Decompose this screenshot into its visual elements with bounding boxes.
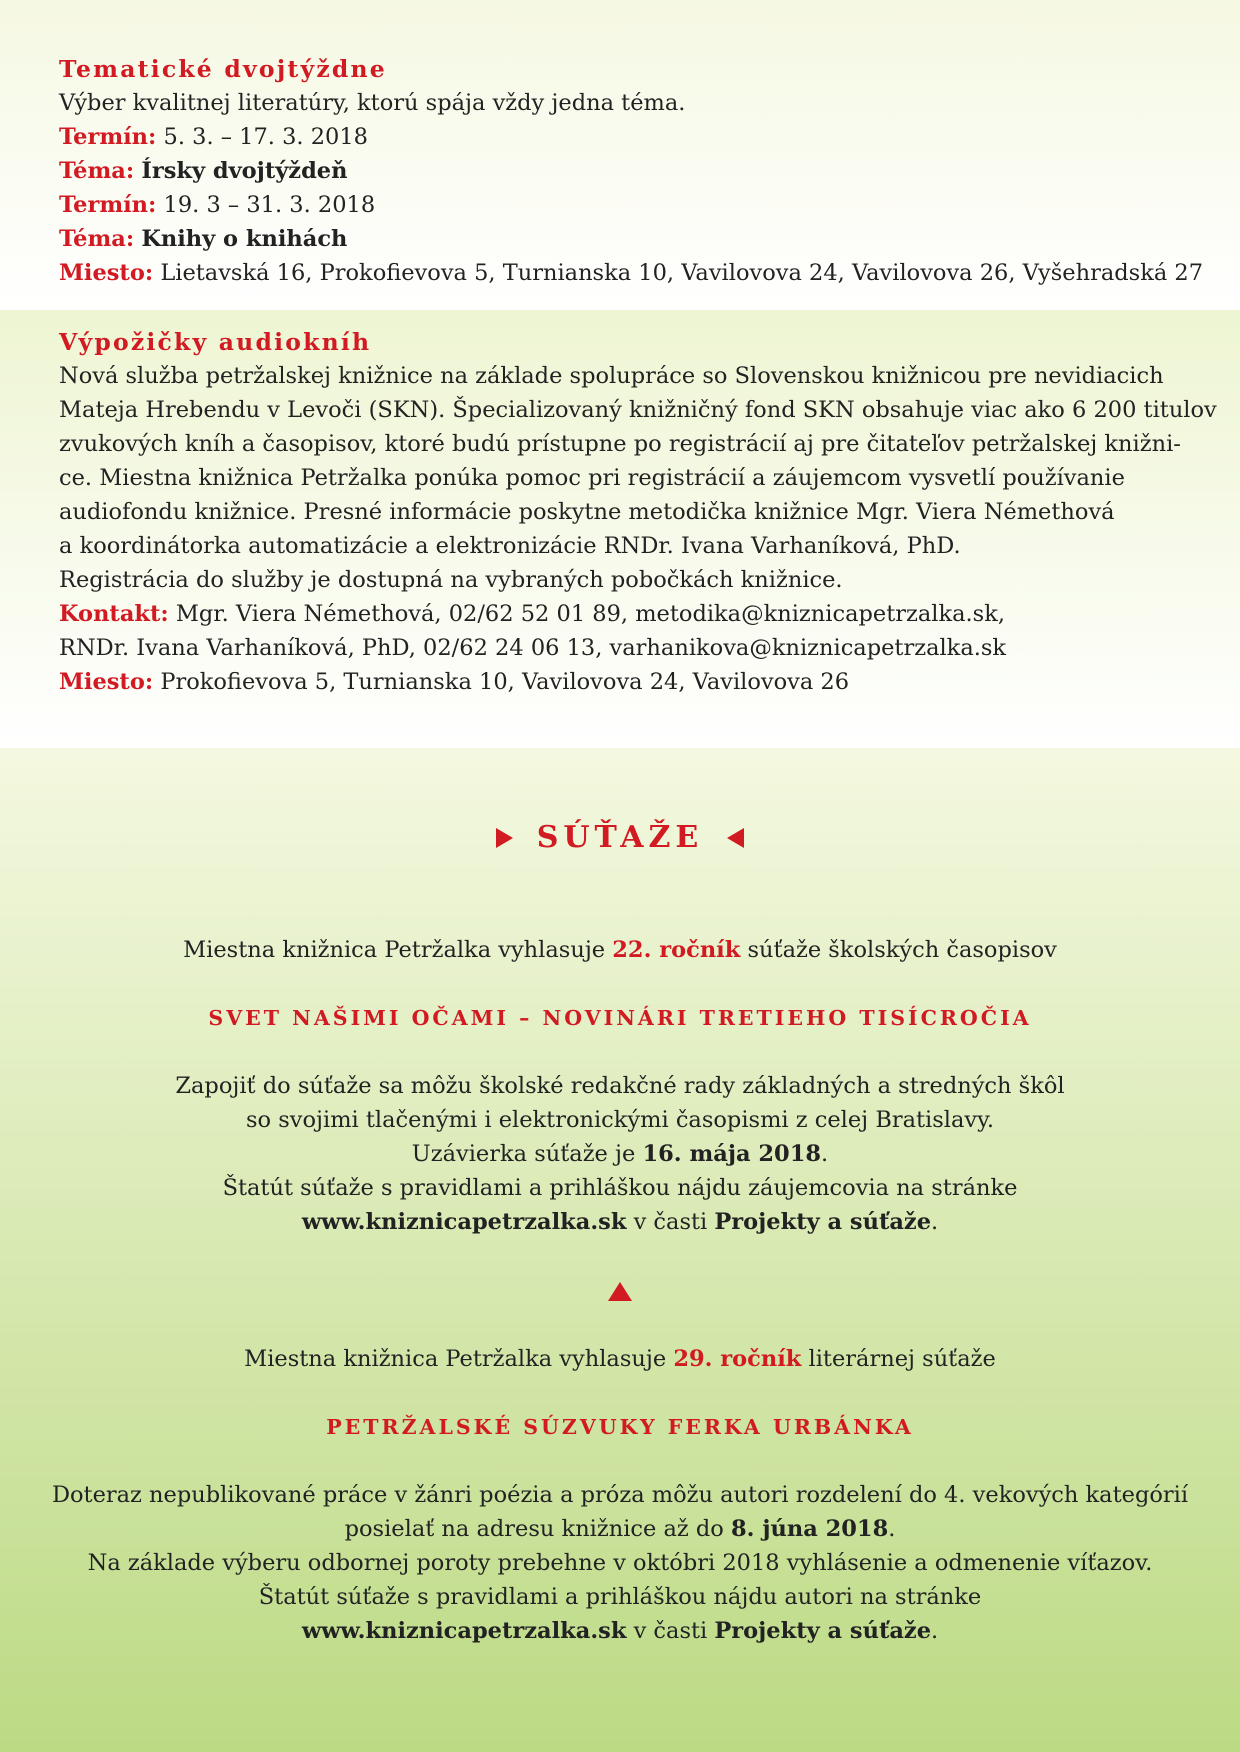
contest-1-body [0,1069,1240,1239]
intro-text: súťaže školských časopisov [747,937,1057,963]
body-line: Registrácia do služby je dostupná na vybraných pobočkách knižnice. [59,567,843,593]
term-row-1 [59,120,1189,154]
triangle-right-icon [496,828,513,848]
body-line: Na základe výberu odbornej poroty prebehne v októbri 2018 vyhlásenie a odmenenie víťazov. [87,1550,1153,1576]
deadline-text: Uzávierka súťaže je [411,1141,636,1167]
section-heading: Tematické dvojtýždne [59,55,387,83]
place-label: Miesto: [59,260,154,286]
term-label: Termín: [59,124,157,150]
theme-label: Téma: [59,226,135,252]
contact-label: Kontakt: [59,601,169,627]
body-line: Štatút súťaže s pravidlami a prihláškou nájdu autori na stránke [258,1584,982,1610]
triangle-left-icon [727,828,744,848]
place-value: Prokofievova 5, Turnianska 10, Vavilovova 24, Vavilovova 26 [160,669,850,695]
body-line: Mateja Hrebendu v Levoči (SKN). Špecializovaný knižničný fond SKN obsahuje viac ako 6 200 titulov [59,397,1217,423]
deadline-line: posielať na adresu knižnice až do 8. júna 2018. [344,1516,896,1542]
term-value: 5. 3. – 17. 3. 2018 [163,124,368,150]
contests-title [0,820,1240,855]
body-line: ce. Miestna knižnica Petržalka ponúka pomoc pri registrácií a záujemcom vysvetlí používanie [59,465,1125,491]
contests-title-text: SÚŤAŽE [536,820,704,855]
deadline-date: 8. júna 2018 [731,1516,889,1542]
triangle-up-icon [608,1282,632,1301]
intro-text: Miestna knižnica Petržalka vyhlasuje [183,937,606,963]
contact-row [59,597,1189,631]
body-line: Nová služba petržalskej knižnice na základe spolupráce so Slovenskou knižnicou pre nevidiacich [59,363,1164,389]
contest-1-name [0,1001,1240,1035]
intro-text: literárnej súťaže [808,1346,996,1372]
contest-2-intro [0,1342,1240,1376]
website-link[interactable]: www.kniznicapetrzalka.sk [301,1618,627,1644]
contest-name: SVET NAŠIMI OČAMI – NOVINÁRI TRETIEHO TISÍCROČIA [208,1006,1032,1030]
term-label: Termín: [59,192,157,218]
body-line: Štatút súťaže s pravidlami a prihláškou nájdu záujemcovia na stránke [222,1175,1018,1201]
section-tematicke-dvojtyzdne [59,52,1204,290]
contact-value: Mgr. Viera Némethová, 02/62 52 01 89, metodika@kniznicapetrzalka.sk, [175,601,1005,627]
term-value: 19. 3 – 31. 3. 2018 [163,192,376,218]
divider [0,1280,1240,1301]
body-line: zvukových kníh a časopisov, ktoré budú prístupne po registrácií aj pre čitateľov petržalskej knižni- [59,431,1181,457]
intro-text: Miestna knižnica Petržalka vyhlasuje [244,1346,667,1372]
place-row [59,665,1189,699]
place-value: Lietavská 16, Prokofievova 5, Turnianska 10, Vavilovova 24, Vavilovova 26, Vyšehradská 27 [160,260,1204,286]
place-label: Miesto: [59,669,154,695]
web-line: www.kniznicapetrzalka.sk v časti Projekty a súťaže. [301,1209,939,1235]
deadline-text: posielať na adresu knižnice až do [344,1516,724,1542]
contact-row-2: RNDr. Ivana Varhaníková, PhD, 02/62 24 06 13, varhanikova@kniznicapetrzalka.sk [59,635,1007,661]
contest-1-intro [0,933,1240,967]
theme-label: Téma: [59,158,135,184]
theme-value: Knihy o knihách [141,226,348,252]
body-line: Zapojiť do súťaže sa môžu školské redakčné rady základných a stredných škôl [175,1073,1065,1099]
contest-name: PETRŽALSKÉ SÚZVUKY FERKA URBÁNKA [326,1415,914,1439]
contest-2-name [0,1410,1240,1444]
place-row [59,256,1204,290]
body-line: a koordinátorka automatizácie a elektronizácie RNDr. Ivana Varhaníková, PhD. [59,533,961,559]
contest-2-body [0,1478,1240,1648]
deadline-line: Uzávierka súťaže je 16. mája 2018. [411,1141,829,1167]
web-line: www.kniznicapetrzalka.sk v časti Projekty a súťaže. [301,1618,939,1644]
edition: 29. ročník [673,1346,802,1372]
section-intro: Výber kvalitnej literatúry, ktorú spája vždy jedna téma. [59,90,686,116]
projects-section-name: Projekty a súťaže [714,1209,932,1235]
web-mid: v časti [633,1618,708,1644]
body-line: audiofondu knižnice. Presné informácie poskytne metodička knižnice Mgr. Viera Némethová [59,499,1115,525]
theme-value: Írsky dvojtýždeň [141,158,348,184]
section-vypozicky-audioknih [59,325,1217,699]
term-row-2 [59,188,1189,222]
body-line: so svojimi tlačenými i elektronickými časopismi z celej Bratislavy. [245,1107,994,1133]
body-line: Doteraz nepublikované práce v žánri poézia a próza môžu autori rozdelení do 4. vekových kategórií [51,1482,1189,1508]
projects-section-name: Projekty a súťaže [714,1618,932,1644]
deadline-date: 16. mája 2018 [642,1141,822,1167]
section-heading: Výpožičky audiokníh [59,328,372,356]
theme-row-2 [59,222,1189,256]
web-mid: v časti [633,1209,708,1235]
edition: 22. ročník [612,937,741,963]
website-link[interactable]: www.kniznicapetrzalka.sk [301,1209,627,1235]
theme-row-1 [59,154,1189,188]
